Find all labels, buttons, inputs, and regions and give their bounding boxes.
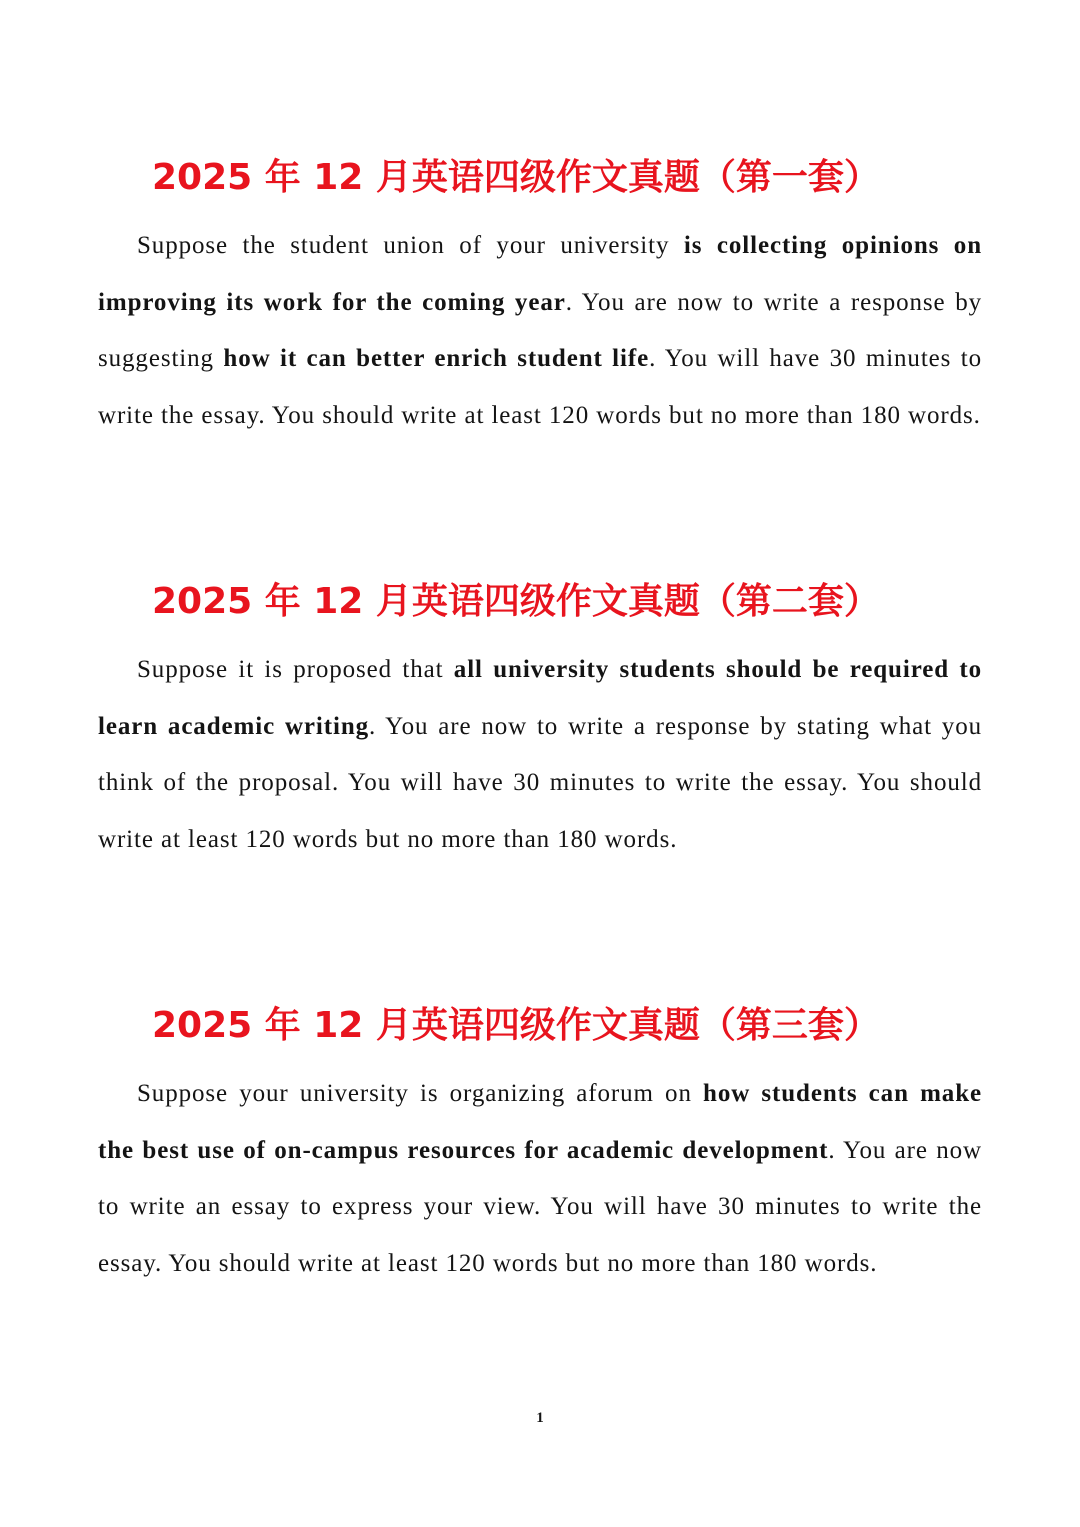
prompt-paragraph-3 bbox=[98, 1066, 982, 1292]
section-heading-3: 2025 年 12 月英语四级作文真题（第三套） bbox=[152, 1005, 880, 1046]
essay-prompt-section-3 bbox=[98, 996, 982, 1292]
prompt-key-phrase: how students can make the best use of on-campus resources for academic development bbox=[98, 1080, 982, 1164]
section-heading-2: 2025 年 12 月英语四级作文真题（第二套） bbox=[152, 581, 880, 622]
prompt-text: Suppose it is proposed that bbox=[137, 656, 454, 683]
prompt-paragraph-1 bbox=[98, 218, 982, 444]
prompt-text: . You are now to write a response by suggesting bbox=[98, 288, 982, 372]
prompt-text: Suppose the student union of your university bbox=[137, 232, 684, 259]
section-heading-1: 2025 年 12 月英语四级作文真题（第一套） bbox=[152, 157, 880, 198]
prompt-text: Suppose your university is organizing aforum on bbox=[137, 1080, 704, 1107]
prompt-text: . You are now to write an essay to express your view. You will have 30 minutes to write the essay. You should write at least 120 words but no more than 180 words. bbox=[98, 1136, 982, 1277]
prompt-key-phrase: all university students should be required to learn academic writing bbox=[98, 656, 982, 740]
page-number: 1 bbox=[536, 1410, 544, 1426]
prompt-text: . You will have 30 minutes to write the essay. You should write at least 120 words but no more than 180 words. bbox=[98, 345, 982, 429]
essay-prompt-section-2 bbox=[98, 572, 982, 868]
prompt-key-phrase: how it can better enrich student life bbox=[223, 345, 650, 372]
essay-prompt-section-1 bbox=[98, 148, 982, 444]
prompt-key-phrase: is collecting opinions on improving its work for the coming year bbox=[98, 232, 983, 316]
prompt-paragraph-2 bbox=[98, 642, 982, 868]
prompt-text: . You are now to write a response by stating what you think of the proposal. You will have 30 minutes to write the essay. You should write at least 120 words but no more than 180 words. bbox=[98, 712, 983, 853]
